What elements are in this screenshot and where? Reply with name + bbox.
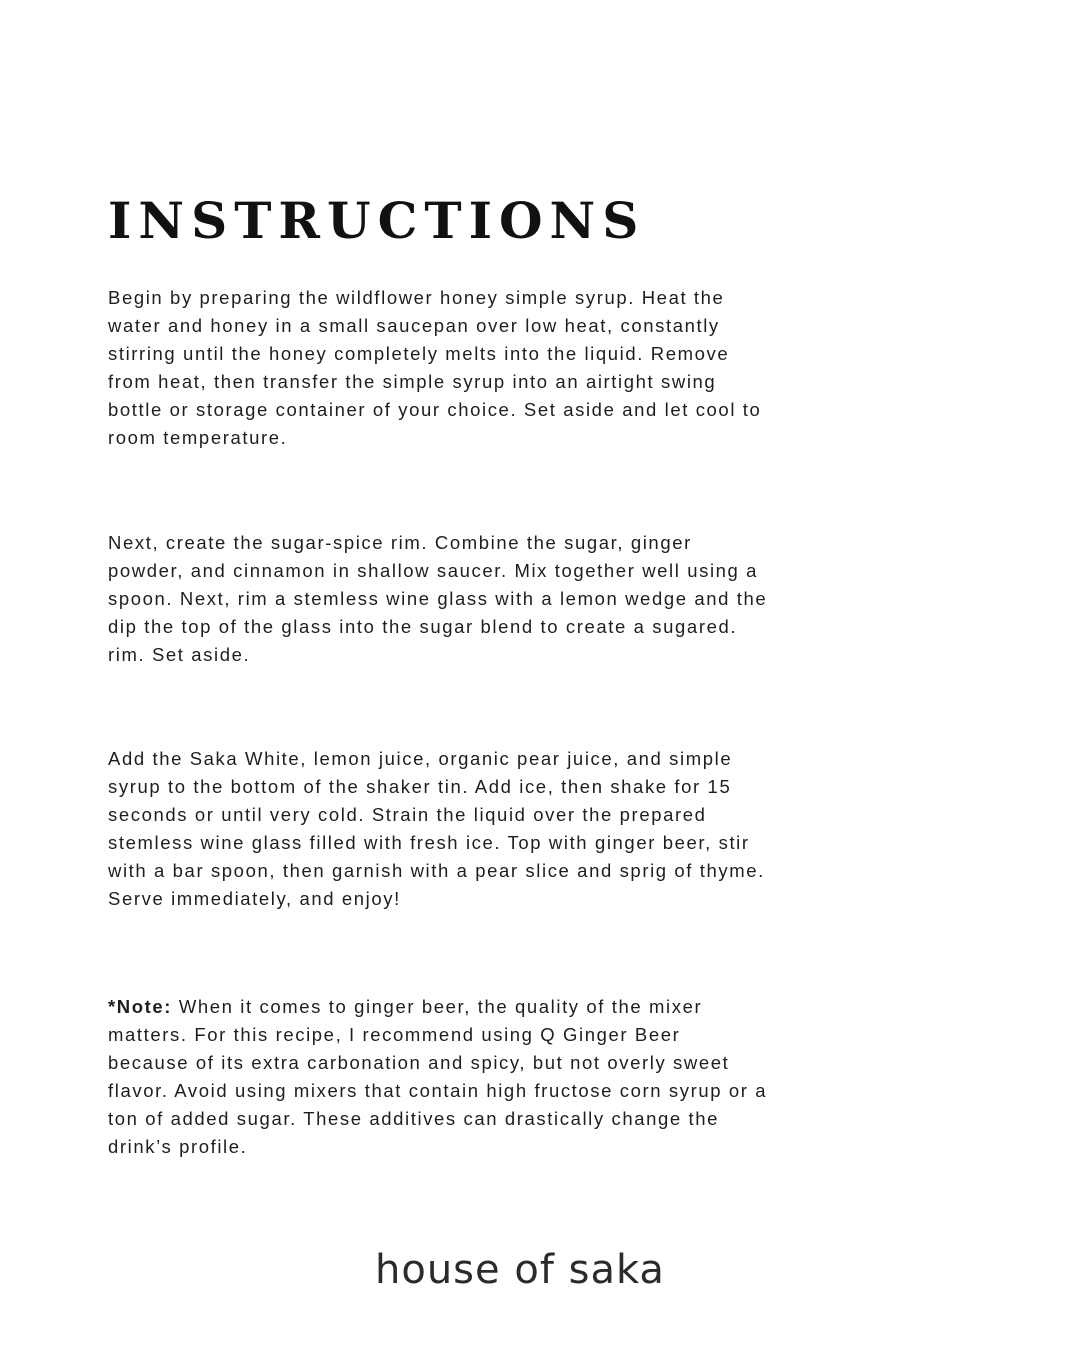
note-paragraph [108,993,768,1161]
brand-wordmark: house of saka [375,1247,665,1293]
note-text: When it comes to ginger beer, the quality of the mixer matters. For this recipe, I recommend using Q Ginger Beer because of its extra carbonation and spicy, but not overly sweet flavor. Avoid using mixers that contain high fructose corn syrup or a ton of added sugar. These additives can drastically change the drink’s profile. [108,996,768,1157]
mix-instructions: Add the Saka White, lemon juice, organic pear juice, and simple syrup to the bottom of the shaker tin. Add ice, then shake for 15 seconds or until very cold. Strain the liquid over the prepared stemless wine glass filled with fresh ice. Top with ginger beer, stir with a bar spoon, then garnish with a pear slice and sprig of thyme. Serve immediately, and enjoy! [108,748,765,909]
note-label: *Note: [108,996,173,1017]
syrup-instructions: Begin by preparing the wildflower honey simple syrup. Heat the water and honey in a small saucepan over low heat, constantly stirring until the honey completely melts into the liquid. Remove from heat, then transfer the simple syrup into an airtight swing bottle or storage container of your choice. Set aside and let cool to room temperature. [108,287,762,448]
page-title: INSTRUCTIONS [108,191,646,250]
rim-instructions: Next, create the sugar-spice rim. Combine the sugar, ginger powder, and cinnamon in shallow saucer. Mix together well using a spoon. Next, rim a stemless wine glass with a lemon wedge and the dip the top of the glass into the sugar blend to create a sugared. rim. Set aside. [108,532,768,665]
